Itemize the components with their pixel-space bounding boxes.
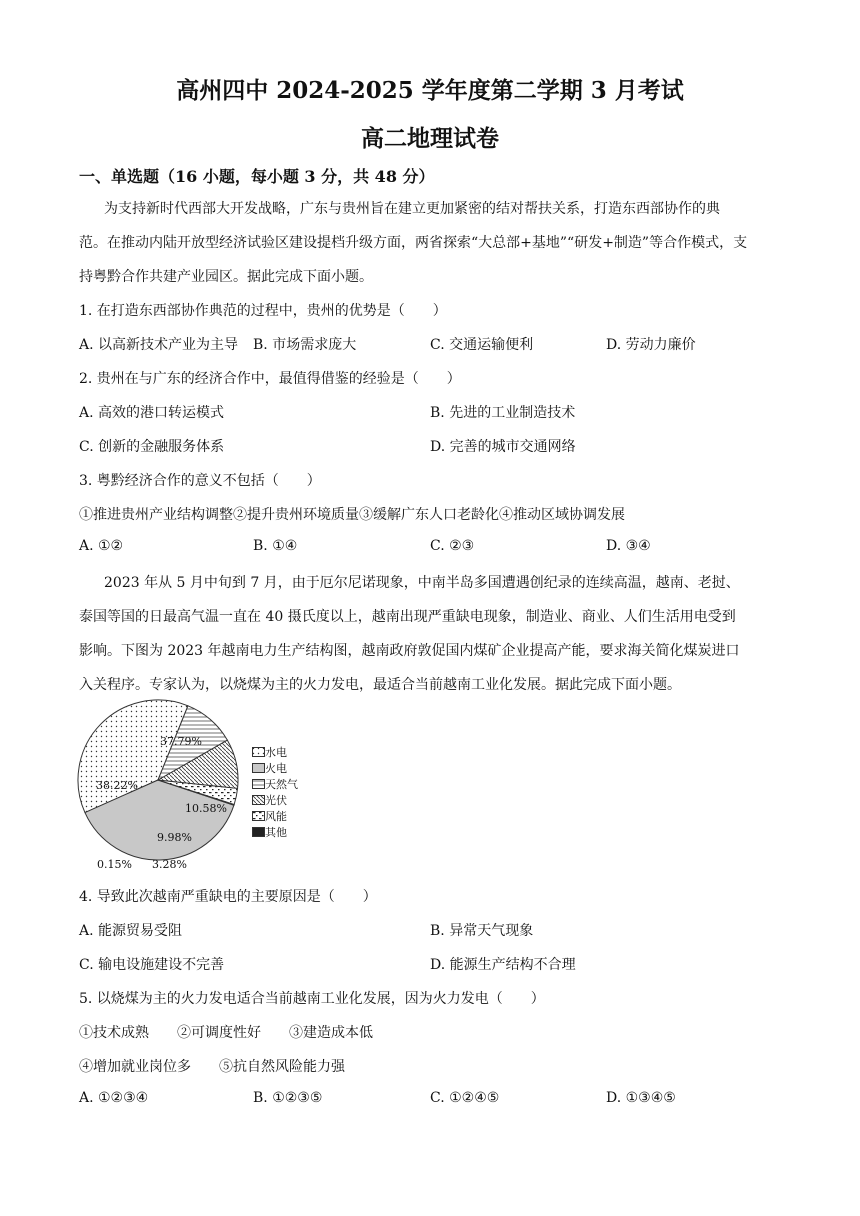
question-4-stem: 4. 导致此次越南严重缺电的主要原因是（ ） (79, 889, 377, 905)
q2-option-c[interactable]: C. 创新的金融服务体系 (79, 439, 225, 455)
passage1-line: 范。在推动内陆开放型经济试验区建设提档升级方面，两省探索“大总部+基地”“研发+制造”等合作模式，支 (79, 235, 748, 251)
q5-option-a[interactable]: A. ①②③④ (79, 1090, 149, 1106)
legend-swatch-thermal (252, 763, 265, 773)
exam-subtitle: 高二地理试卷 (361, 125, 499, 152)
q4-option-d[interactable]: D. 能源生产结构不合理 (430, 957, 576, 973)
q5-statements-1: ①技术成熟 ②可调度性好 ③建造成本低 (79, 1025, 373, 1041)
q2-option-b[interactable]: B. 先进的工业制造技术 (430, 405, 576, 421)
q4-option-a[interactable]: A. 能源贸易受阻 (79, 923, 183, 939)
legend-swatch-hydro (252, 747, 265, 757)
exam-title: 高州四中 2024-2025 学年度第二学期 3 月考试 (176, 77, 684, 104)
pie-label-wind: 3.28% (152, 858, 187, 871)
passage2-line: 泰国等国的日最高气温一直在 40 摄氏度以上，越南出现严重缺电现象，制造业、商业、人们生活用电受到 (79, 609, 736, 625)
legend-gas (252, 776, 298, 792)
q3-option-c[interactable]: C. ②③ (430, 538, 475, 554)
legend-thermal (252, 760, 287, 776)
legend-swatch-gas (252, 779, 265, 789)
legend-swatch-other (252, 827, 265, 837)
q2-option-a[interactable]: A. 高效的港口转运模式 (79, 405, 225, 421)
question-2-stem: 2. 贵州在与广东的经济合作中，最值得借鉴的经验是（ ） (79, 371, 461, 387)
passage1-line: 持粤黔合作共建产业园区。据此完成下面小题。 (79, 269, 373, 285)
q1-option-c[interactable]: C. 交通运输便利 (430, 337, 534, 353)
q1-option-a[interactable]: A. 以高新技术产业为主导 (79, 337, 239, 353)
legend-label: 天然气 (265, 778, 298, 791)
legend-label: 火电 (265, 762, 287, 775)
pie-label-thermal: 38.22% (96, 779, 138, 792)
legend-hydro (252, 744, 287, 760)
legend-swatch-wind (252, 811, 265, 821)
question-5-stem: 5. 以烧煤为主的火力发电适合当前越南工业化发展，因为火力发电（ ） (79, 991, 545, 1007)
pie-label-solar: 9.98% (157, 831, 192, 844)
legend-solar (252, 792, 287, 808)
legend-label: 风能 (265, 810, 287, 823)
question-3-stem: 3. 粤黔经济合作的意义不包括（ ） (79, 473, 321, 489)
q5-option-c[interactable]: C. ①②④⑤ (430, 1090, 500, 1106)
legend-label: 光伏 (265, 794, 287, 807)
q4-option-c[interactable]: C. 输电设施建设不完善 (79, 957, 225, 973)
legend-other (252, 824, 287, 840)
passage2-line: 影响。下图为 2023 年越南电力生产结构图，越南政府敦促国内煤矿企业提高产能，要求海关简化煤炭进口 (79, 643, 740, 659)
q4-option-b[interactable]: B. 异常天气现象 (430, 923, 534, 939)
question-1-stem: 1. 在打造东西部协作典范的过程中，贵州的优势是（ ） (79, 303, 447, 319)
legend-label: 其他 (265, 826, 287, 839)
pie-label-other: 0.15% (97, 858, 132, 871)
q3-option-d[interactable]: D. ③④ (606, 538, 651, 554)
q1-option-d[interactable]: D. 劳动力廉价 (606, 337, 696, 353)
q3-option-b[interactable]: B. ①④ (253, 538, 298, 554)
q2-option-d[interactable]: D. 完善的城市交通网络 (430, 439, 576, 455)
pie-label-hydro: 37.79% (160, 735, 202, 748)
q5-option-d[interactable]: D. ①③④⑤ (606, 1090, 676, 1106)
passage2-line: 入关程序。专家认为，以烧煤为主的火力发电，最适合当前越南工业化发展。据此完成下面小题。 (79, 677, 681, 693)
q5-statements-2: ④增加就业岗位多 ⑤抗自然风险能力强 (79, 1059, 345, 1075)
q3-statements: ①推进贵州产业结构调整②提升贵州环境质量③缓解广东人口老龄化④推动区域协调发展 (79, 507, 625, 523)
pie-label-gas: 10.58% (185, 802, 227, 815)
legend-wind (252, 808, 287, 824)
passage2-line: 2023 年从 5 月中旬到 7 月，由于厄尔尼诺现象，中南半岛多国遭遇创纪录的连续高温，越南、老挝、 (104, 575, 740, 591)
passage1-line: 为支持新时代西部大开发战略，广东与贵州旨在建立更加紧密的结对帮扶关系，打造东西部协作的典 (104, 201, 720, 217)
legend-label: 水电 (265, 746, 287, 759)
legend-swatch-solar (252, 795, 265, 805)
q1-option-b[interactable]: B. 市场需求庞大 (253, 337, 357, 353)
q5-option-b[interactable]: B. ①②③⑤ (253, 1090, 323, 1106)
q3-option-a[interactable]: A. ①② (79, 538, 124, 554)
section-heading: 一、单选题（16 小题，每小题 3 分，共 48 分） (79, 167, 435, 186)
